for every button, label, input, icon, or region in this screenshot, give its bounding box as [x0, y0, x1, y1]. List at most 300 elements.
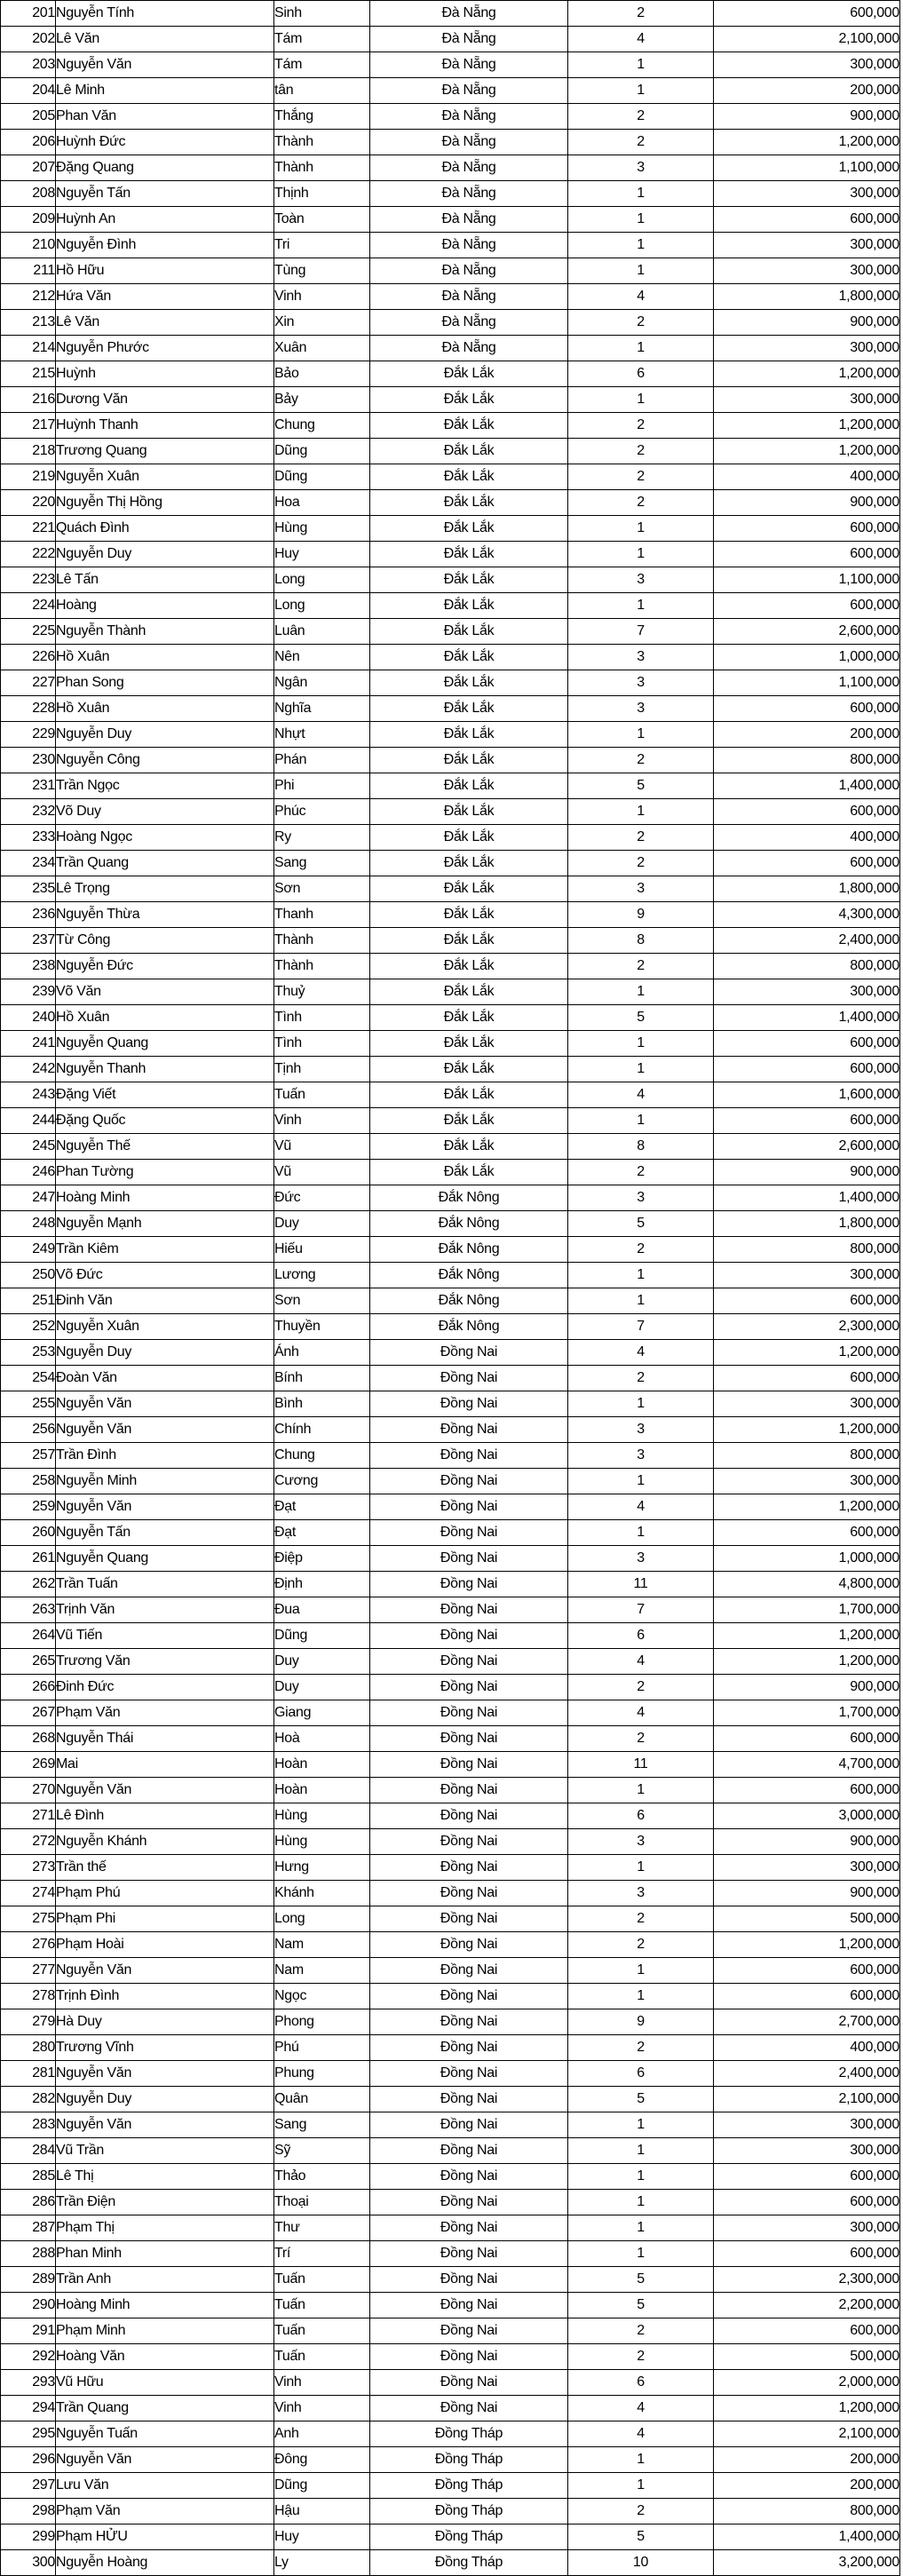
count-cell[interactable]: 2: [568, 464, 714, 490]
row-number-cell[interactable]: 293: [1, 2370, 56, 2396]
amount-cell[interactable]: 1,200,000: [714, 361, 900, 387]
province-cell[interactable]: Đà Nẵng: [370, 155, 568, 181]
family-name-cell[interactable]: Phan Song: [56, 670, 274, 696]
row-number-cell[interactable]: 244: [1, 1108, 56, 1134]
row-number-cell[interactable]: 276: [1, 1932, 56, 1958]
family-name-cell[interactable]: Lê Tấn: [56, 567, 274, 593]
given-name-cell[interactable]: Khánh: [274, 1881, 370, 1906]
given-name-cell[interactable]: Thành: [274, 928, 370, 954]
given-name-cell[interactable]: Huy: [274, 542, 370, 567]
given-name-cell[interactable]: Hưng: [274, 1855, 370, 1881]
family-name-cell[interactable]: Hoàng: [56, 593, 274, 619]
given-name-cell[interactable]: Đạt: [274, 1520, 370, 1546]
province-cell[interactable]: Đắk Lắk: [370, 979, 568, 1005]
family-name-cell[interactable]: Phan Minh: [56, 2241, 274, 2267]
amount-cell[interactable]: 600,000: [714, 799, 900, 825]
count-cell[interactable]: 2: [568, 1675, 714, 1700]
given-name-cell[interactable]: Bảy: [274, 387, 370, 413]
count-cell[interactable]: 3: [568, 876, 714, 902]
province-cell[interactable]: Đồng Nai: [370, 1417, 568, 1443]
count-cell[interactable]: 4: [568, 284, 714, 310]
count-cell[interactable]: 4: [568, 1082, 714, 1108]
province-cell[interactable]: Đồng Nai: [370, 1623, 568, 1649]
family-name-cell[interactable]: Huỳnh Đức: [56, 130, 274, 155]
amount-cell[interactable]: 200,000: [714, 78, 900, 104]
amount-cell[interactable]: 800,000: [714, 2499, 900, 2524]
province-cell[interactable]: Đắk Lắk: [370, 1082, 568, 1108]
given-name-cell[interactable]: Điệp: [274, 1546, 370, 1572]
amount-cell[interactable]: 1,200,000: [714, 413, 900, 439]
count-cell[interactable]: 9: [568, 2009, 714, 2035]
row-number-cell[interactable]: 290: [1, 2293, 56, 2318]
count-cell[interactable]: 3: [568, 1881, 714, 1906]
province-cell[interactable]: Đắk Nông: [370, 1263, 568, 1288]
family-name-cell[interactable]: Nguyễn Văn: [56, 1417, 274, 1443]
row-number-cell[interactable]: 300: [1, 2550, 56, 2576]
count-cell[interactable]: 1: [568, 387, 714, 413]
count-cell[interactable]: 6: [568, 361, 714, 387]
row-number-cell[interactable]: 257: [1, 1443, 56, 1469]
province-cell[interactable]: Đắk Lắk: [370, 490, 568, 516]
family-name-cell[interactable]: Lê Minh: [56, 78, 274, 104]
province-cell[interactable]: Đắk Lắk: [370, 825, 568, 851]
row-number-cell[interactable]: 281: [1, 2061, 56, 2087]
given-name-cell[interactable]: Đức: [274, 1185, 370, 1211]
count-cell[interactable]: 5: [568, 2087, 714, 2112]
row-number-cell[interactable]: 205: [1, 104, 56, 130]
province-cell[interactable]: Đồng Nai: [370, 1906, 568, 1932]
count-cell[interactable]: 2: [568, 1726, 714, 1752]
amount-cell[interactable]: 300,000: [714, 233, 900, 258]
count-cell[interactable]: 1: [568, 2473, 714, 2499]
amount-cell[interactable]: 1,100,000: [714, 155, 900, 181]
amount-cell[interactable]: 600,000: [714, 1366, 900, 1391]
amount-cell[interactable]: 1,200,000: [714, 439, 900, 464]
province-cell[interactable]: Đắk Nông: [370, 1288, 568, 1314]
given-name-cell[interactable]: Bảo: [274, 361, 370, 387]
given-name-cell[interactable]: Ly: [274, 2550, 370, 2576]
given-name-cell[interactable]: Tình: [274, 1031, 370, 1057]
amount-cell[interactable]: 600,000: [714, 1778, 900, 1803]
family-name-cell[interactable]: Phạm Văn: [56, 2499, 274, 2524]
family-name-cell[interactable]: Nguyễn Mạnh: [56, 1211, 274, 1237]
row-number-cell[interactable]: 291: [1, 2318, 56, 2344]
province-cell[interactable]: Đồng Tháp: [370, 2473, 568, 2499]
count-cell[interactable]: 1: [568, 2138, 714, 2164]
count-cell[interactable]: 6: [568, 2061, 714, 2087]
family-name-cell[interactable]: Hồ Hữu: [56, 258, 274, 284]
province-cell[interactable]: Đồng Tháp: [370, 2421, 568, 2447]
amount-cell[interactable]: 1,800,000: [714, 876, 900, 902]
given-name-cell[interactable]: Thành: [274, 954, 370, 979]
family-name-cell[interactable]: Nguyễn Xuân: [56, 464, 274, 490]
family-name-cell[interactable]: Mai: [56, 1752, 274, 1778]
province-cell[interactable]: Đà Nẵng: [370, 258, 568, 284]
row-number-cell[interactable]: 229: [1, 722, 56, 748]
amount-cell[interactable]: 800,000: [714, 954, 900, 979]
count-cell[interactable]: 1: [568, 2241, 714, 2267]
row-number-cell[interactable]: 243: [1, 1082, 56, 1108]
province-cell[interactable]: Đồng Nai: [370, 1572, 568, 1597]
row-number-cell[interactable]: 277: [1, 1958, 56, 1984]
amount-cell[interactable]: 300,000: [714, 258, 900, 284]
row-number-cell[interactable]: 268: [1, 1726, 56, 1752]
province-cell[interactable]: Đồng Nai: [370, 1649, 568, 1675]
row-number-cell[interactable]: 212: [1, 284, 56, 310]
row-number-cell[interactable]: 249: [1, 1237, 56, 1263]
family-name-cell[interactable]: Quách Đình: [56, 516, 274, 542]
count-cell[interactable]: 2: [568, 2318, 714, 2344]
given-name-cell[interactable]: Hậu: [274, 2499, 370, 2524]
province-cell[interactable]: Đồng Nai: [370, 1520, 568, 1546]
amount-cell[interactable]: 4,300,000: [714, 902, 900, 928]
province-cell[interactable]: Đắk Lắk: [370, 1031, 568, 1057]
row-number-cell[interactable]: 259: [1, 1494, 56, 1520]
count-cell[interactable]: 1: [568, 1031, 714, 1057]
count-cell[interactable]: 2: [568, 851, 714, 876]
family-name-cell[interactable]: Phạm HỬU: [56, 2524, 274, 2550]
count-cell[interactable]: 3: [568, 567, 714, 593]
amount-cell[interactable]: 600,000: [714, 542, 900, 567]
family-name-cell[interactable]: Hà Duy: [56, 2009, 274, 2035]
province-cell[interactable]: Đắk Lắk: [370, 1134, 568, 1160]
family-name-cell[interactable]: Phạm Minh: [56, 2318, 274, 2344]
row-number-cell[interactable]: 240: [1, 1005, 56, 1031]
amount-cell[interactable]: 4,700,000: [714, 1752, 900, 1778]
amount-cell[interactable]: 600,000: [714, 2241, 900, 2267]
row-number-cell[interactable]: 256: [1, 1417, 56, 1443]
count-cell[interactable]: 5: [568, 2524, 714, 2550]
row-number-cell[interactable]: 288: [1, 2241, 56, 2267]
amount-cell[interactable]: 2,300,000: [714, 2267, 900, 2293]
province-cell[interactable]: Đà Nẵng: [370, 336, 568, 361]
family-name-cell[interactable]: Nguyễn Thái: [56, 1726, 274, 1752]
given-name-cell[interactable]: Chung: [274, 1443, 370, 1469]
family-name-cell[interactable]: Phạm Phú: [56, 1881, 274, 1906]
family-name-cell[interactable]: Nguyễn Văn: [56, 1958, 274, 1984]
province-cell[interactable]: Đà Nẵng: [370, 1, 568, 27]
family-name-cell[interactable]: Trần thế: [56, 1855, 274, 1881]
count-cell[interactable]: 2: [568, 310, 714, 336]
row-number-cell[interactable]: 253: [1, 1340, 56, 1366]
count-cell[interactable]: 2: [568, 439, 714, 464]
row-number-cell[interactable]: 207: [1, 155, 56, 181]
province-cell[interactable]: Đồng Nai: [370, 2035, 568, 2061]
given-name-cell[interactable]: Chính: [274, 1417, 370, 1443]
amount-cell[interactable]: 3,000,000: [714, 1803, 900, 1829]
province-cell[interactable]: Đắk Lắk: [370, 722, 568, 748]
amount-cell[interactable]: 600,000: [714, 516, 900, 542]
province-cell[interactable]: Đắk Lắk: [370, 928, 568, 954]
family-name-cell[interactable]: Dương Văn: [56, 387, 274, 413]
family-name-cell[interactable]: Đặng Quang: [56, 155, 274, 181]
given-name-cell[interactable]: Thành: [274, 155, 370, 181]
amount-cell[interactable]: 300,000: [714, 52, 900, 78]
row-number-cell[interactable]: 263: [1, 1597, 56, 1623]
amount-cell[interactable]: 1,200,000: [714, 2396, 900, 2421]
count-cell[interactable]: 7: [568, 1314, 714, 1340]
province-cell[interactable]: Đồng Nai: [370, 2164, 568, 2190]
amount-cell[interactable]: 1,200,000: [714, 1494, 900, 1520]
province-cell[interactable]: Đắk Lắk: [370, 954, 568, 979]
amount-cell[interactable]: 600,000: [714, 851, 900, 876]
row-number-cell[interactable]: 283: [1, 2112, 56, 2138]
count-cell[interactable]: 4: [568, 2421, 714, 2447]
count-cell[interactable]: 1: [568, 78, 714, 104]
family-name-cell[interactable]: Nguyễn Phước: [56, 336, 274, 361]
given-name-cell[interactable]: Tịnh: [274, 1057, 370, 1082]
amount-cell[interactable]: 300,000: [714, 1391, 900, 1417]
family-name-cell[interactable]: Vũ Hữu: [56, 2370, 274, 2396]
family-name-cell[interactable]: Nguyễn Minh: [56, 1469, 274, 1494]
row-number-cell[interactable]: 251: [1, 1288, 56, 1314]
given-name-cell[interactable]: Sang: [274, 2112, 370, 2138]
amount-cell[interactable]: 1,800,000: [714, 284, 900, 310]
family-name-cell[interactable]: Hứa Văn: [56, 284, 274, 310]
given-name-cell[interactable]: Thanh: [274, 902, 370, 928]
province-cell[interactable]: Đồng Nai: [370, 2112, 568, 2138]
row-number-cell[interactable]: 264: [1, 1623, 56, 1649]
given-name-cell[interactable]: Nghĩa: [274, 696, 370, 722]
family-name-cell[interactable]: Đinh Văn: [56, 1288, 274, 1314]
amount-cell[interactable]: 2,100,000: [714, 27, 900, 52]
province-cell[interactable]: Đà Nẵng: [370, 207, 568, 233]
province-cell[interactable]: Đắk Lắk: [370, 851, 568, 876]
family-name-cell[interactable]: Trần Điện: [56, 2190, 274, 2215]
amount-cell[interactable]: 2,300,000: [714, 1314, 900, 1340]
given-name-cell[interactable]: Tuấn: [274, 2344, 370, 2370]
amount-cell[interactable]: 1,100,000: [714, 567, 900, 593]
family-name-cell[interactable]: Trịnh Văn: [56, 1597, 274, 1623]
province-cell[interactable]: Đồng Tháp: [370, 2550, 568, 2576]
row-number-cell[interactable]: 230: [1, 748, 56, 773]
amount-cell[interactable]: 300,000: [714, 1263, 900, 1288]
count-cell[interactable]: 9: [568, 902, 714, 928]
amount-cell[interactable]: 200,000: [714, 2473, 900, 2499]
given-name-cell[interactable]: Sơn: [274, 876, 370, 902]
row-number-cell[interactable]: 278: [1, 1984, 56, 2009]
province-cell[interactable]: Đắk Lắk: [370, 439, 568, 464]
given-name-cell[interactable]: Duy: [274, 1649, 370, 1675]
province-cell[interactable]: Đồng Nai: [370, 2241, 568, 2267]
given-name-cell[interactable]: Long: [274, 593, 370, 619]
count-cell[interactable]: 2: [568, 1906, 714, 1932]
given-name-cell[interactable]: Sỹ: [274, 2138, 370, 2164]
given-name-cell[interactable]: Sang: [274, 851, 370, 876]
family-name-cell[interactable]: Phạm Hoài: [56, 1932, 274, 1958]
count-cell[interactable]: 11: [568, 1752, 714, 1778]
amount-cell[interactable]: 1,000,000: [714, 1546, 900, 1572]
amount-cell[interactable]: 2,700,000: [714, 2009, 900, 2035]
given-name-cell[interactable]: Xin: [274, 310, 370, 336]
count-cell[interactable]: 1: [568, 336, 714, 361]
family-name-cell[interactable]: Nguyễn Hoàng: [56, 2550, 274, 2576]
amount-cell[interactable]: 600,000: [714, 593, 900, 619]
amount-cell[interactable]: 1,200,000: [714, 1340, 900, 1366]
row-number-cell[interactable]: 241: [1, 1031, 56, 1057]
family-name-cell[interactable]: Nguyễn Thanh: [56, 1057, 274, 1082]
amount-cell[interactable]: 1,200,000: [714, 1932, 900, 1958]
amount-cell[interactable]: 900,000: [714, 104, 900, 130]
row-number-cell[interactable]: 204: [1, 78, 56, 104]
family-name-cell[interactable]: Trần Tuấn: [56, 1572, 274, 1597]
family-name-cell[interactable]: Lê Văn: [56, 27, 274, 52]
row-number-cell[interactable]: 231: [1, 773, 56, 799]
row-number-cell[interactable]: 223: [1, 567, 56, 593]
amount-cell[interactable]: 900,000: [714, 310, 900, 336]
family-name-cell[interactable]: Hoàng Văn: [56, 2344, 274, 2370]
province-cell[interactable]: Đồng Nai: [370, 1932, 568, 1958]
given-name-cell[interactable]: Phong: [274, 2009, 370, 2035]
count-cell[interactable]: 3: [568, 1546, 714, 1572]
count-cell[interactable]: 2: [568, 104, 714, 130]
given-name-cell[interactable]: Vũ: [274, 1160, 370, 1185]
count-cell[interactable]: 5: [568, 2293, 714, 2318]
given-name-cell[interactable]: Tuấn: [274, 2293, 370, 2318]
row-number-cell[interactable]: 238: [1, 954, 56, 979]
count-cell[interactable]: 8: [568, 928, 714, 954]
count-cell[interactable]: 3: [568, 1185, 714, 1211]
family-name-cell[interactable]: Nguyễn Xuân: [56, 1314, 274, 1340]
given-name-cell[interactable]: Ry: [274, 825, 370, 851]
province-cell[interactable]: Đồng Nai: [370, 2087, 568, 2112]
amount-cell[interactable]: 300,000: [714, 387, 900, 413]
province-cell[interactable]: Đắk Lắk: [370, 748, 568, 773]
given-name-cell[interactable]: Sơn: [274, 1288, 370, 1314]
given-name-cell[interactable]: Sinh: [274, 1, 370, 27]
given-name-cell[interactable]: Phúc: [274, 799, 370, 825]
row-number-cell[interactable]: 228: [1, 696, 56, 722]
family-name-cell[interactable]: Nguyễn Tấn: [56, 181, 274, 207]
count-cell[interactable]: 3: [568, 1443, 714, 1469]
row-number-cell[interactable]: 273: [1, 1855, 56, 1881]
family-name-cell[interactable]: Trần Anh: [56, 2267, 274, 2293]
province-cell[interactable]: Đắk Lắk: [370, 876, 568, 902]
family-name-cell[interactable]: Hoàng Minh: [56, 1185, 274, 1211]
row-number-cell[interactable]: 294: [1, 2396, 56, 2421]
province-cell[interactable]: Đồng Nai: [370, 2138, 568, 2164]
count-cell[interactable]: 7: [568, 1597, 714, 1623]
province-cell[interactable]: Đồng Nai: [370, 1546, 568, 1572]
amount-cell[interactable]: 600,000: [714, 1726, 900, 1752]
amount-cell[interactable]: 400,000: [714, 825, 900, 851]
family-name-cell[interactable]: Hoàng Ngọc: [56, 825, 274, 851]
family-name-cell[interactable]: Nguyễn Quang: [56, 1546, 274, 1572]
amount-cell[interactable]: 300,000: [714, 1469, 900, 1494]
given-name-cell[interactable]: Long: [274, 1906, 370, 1932]
amount-cell[interactable]: 600,000: [714, 1057, 900, 1082]
amount-cell[interactable]: 300,000: [714, 1855, 900, 1881]
count-cell[interactable]: 1: [568, 799, 714, 825]
family-name-cell[interactable]: Nguyễn Thừa: [56, 902, 274, 928]
province-cell[interactable]: Đà Nẵng: [370, 52, 568, 78]
amount-cell[interactable]: 600,000: [714, 2190, 900, 2215]
province-cell[interactable]: Đắk Lắk: [370, 645, 568, 670]
province-cell[interactable]: Đắk Lắk: [370, 799, 568, 825]
amount-cell[interactable]: 900,000: [714, 1160, 900, 1185]
row-number-cell[interactable]: 234: [1, 851, 56, 876]
count-cell[interactable]: 4: [568, 1649, 714, 1675]
family-name-cell[interactable]: Huỳnh Thanh: [56, 413, 274, 439]
province-cell[interactable]: Đồng Nai: [370, 2267, 568, 2293]
given-name-cell[interactable]: Dũng: [274, 439, 370, 464]
given-name-cell[interactable]: Nam: [274, 1958, 370, 1984]
amount-cell[interactable]: 600,000: [714, 1984, 900, 2009]
row-number-cell[interactable]: 296: [1, 2447, 56, 2473]
province-cell[interactable]: Đồng Nai: [370, 1443, 568, 1469]
amount-cell[interactable]: 1,800,000: [714, 1211, 900, 1237]
amount-cell[interactable]: 900,000: [714, 1881, 900, 1906]
amount-cell[interactable]: 1,400,000: [714, 773, 900, 799]
row-number-cell[interactable]: 203: [1, 52, 56, 78]
count-cell[interactable]: 2: [568, 413, 714, 439]
row-number-cell[interactable]: 286: [1, 2190, 56, 2215]
family-name-cell[interactable]: Phan Tường: [56, 1160, 274, 1185]
count-cell[interactable]: 1: [568, 542, 714, 567]
row-number-cell[interactable]: 262: [1, 1572, 56, 1597]
given-name-cell[interactable]: Ngọc: [274, 1984, 370, 2009]
given-name-cell[interactable]: Đạt: [274, 1494, 370, 1520]
row-number-cell[interactable]: 292: [1, 2344, 56, 2370]
count-cell[interactable]: 1: [568, 1778, 714, 1803]
amount-cell[interactable]: 2,100,000: [714, 2421, 900, 2447]
province-cell[interactable]: Đồng Nai: [370, 1700, 568, 1726]
province-cell[interactable]: Đồng Tháp: [370, 2447, 568, 2473]
family-name-cell[interactable]: Nguyễn Văn: [56, 1391, 274, 1417]
province-cell[interactable]: Đồng Nai: [370, 1778, 568, 1803]
family-name-cell[interactable]: Nguyễn Văn: [56, 1778, 274, 1803]
amount-cell[interactable]: 2,200,000: [714, 2293, 900, 2318]
given-name-cell[interactable]: Thuỷ: [274, 979, 370, 1005]
amount-cell[interactable]: 300,000: [714, 979, 900, 1005]
province-cell[interactable]: Đắk Lắk: [370, 902, 568, 928]
given-name-cell[interactable]: tân: [274, 78, 370, 104]
family-name-cell[interactable]: Lê Trọng: [56, 876, 274, 902]
row-number-cell[interactable]: 250: [1, 1263, 56, 1288]
row-number-cell[interactable]: 236: [1, 902, 56, 928]
count-cell[interactable]: 1: [568, 1958, 714, 1984]
row-number-cell[interactable]: 235: [1, 876, 56, 902]
amount-cell[interactable]: 600,000: [714, 1031, 900, 1057]
row-number-cell[interactable]: 233: [1, 825, 56, 851]
amount-cell[interactable]: 500,000: [714, 1906, 900, 1932]
count-cell[interactable]: 2: [568, 748, 714, 773]
row-number-cell[interactable]: 269: [1, 1752, 56, 1778]
family-name-cell[interactable]: Đinh Đức: [56, 1675, 274, 1700]
count-cell[interactable]: 3: [568, 696, 714, 722]
province-cell[interactable]: Đắk Lắk: [370, 413, 568, 439]
given-name-cell[interactable]: Vinh: [274, 1108, 370, 1134]
family-name-cell[interactable]: Trần Quang: [56, 851, 274, 876]
given-name-cell[interactable]: Toàn: [274, 207, 370, 233]
given-name-cell[interactable]: Thoại: [274, 2190, 370, 2215]
province-cell[interactable]: Đồng Nai: [370, 1803, 568, 1829]
row-number-cell[interactable]: 248: [1, 1211, 56, 1237]
row-number-cell[interactable]: 201: [1, 1, 56, 27]
family-name-cell[interactable]: Nguyễn Văn: [56, 2112, 274, 2138]
given-name-cell[interactable]: Thịnh: [274, 181, 370, 207]
count-cell[interactable]: 1: [568, 181, 714, 207]
count-cell[interactable]: 2: [568, 1237, 714, 1263]
province-cell[interactable]: Đồng Nai: [370, 1829, 568, 1855]
province-cell[interactable]: Đà Nẵng: [370, 27, 568, 52]
province-cell[interactable]: Đắk Nông: [370, 1237, 568, 1263]
family-name-cell[interactable]: Đặng Viết: [56, 1082, 274, 1108]
province-cell[interactable]: Đồng Nai: [370, 1984, 568, 2009]
row-number-cell[interactable]: 298: [1, 2499, 56, 2524]
count-cell[interactable]: 1: [568, 258, 714, 284]
family-name-cell[interactable]: Vũ Trần: [56, 2138, 274, 2164]
